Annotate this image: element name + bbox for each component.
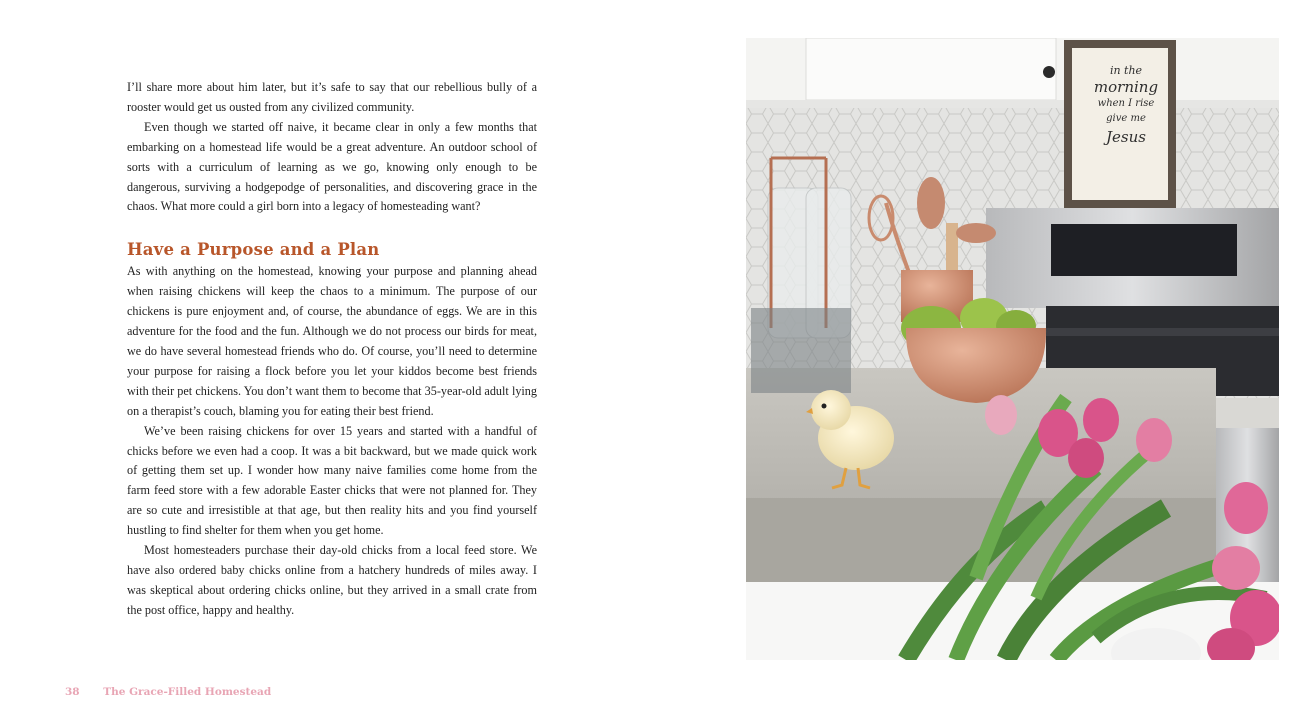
sign-line-5: Jesus xyxy=(1106,128,1146,146)
paragraph-5: Most homesteaders purchase their day-old chicks from a local feed store. We have also ordered baby chicks online from a hatchery hundreds of miles away. I was skeptical about ordering chicks online, but they arrived in a small crate from the post office, happy and healthy. xyxy=(127,543,537,617)
sign-line-2: morning xyxy=(1093,78,1159,96)
paragraph-4: We’ve been raising chickens for over 15 years and started with a handful of chicks before we even had a coop. It was a bit backward, but we made quick work of getting them set up. I wonder how many naive families come home from the farm feed store with a few adorable Easter chicks that were not planned for. They are so cute and irresistible at that age, but then reality hits and you find yourself hustling to find shelter for them when you get home. xyxy=(127,423,537,538)
sign-line-1: in the xyxy=(1109,64,1143,77)
sign-line-4: give me xyxy=(1106,113,1146,124)
running-title: The Grace-Filled Homestead xyxy=(103,686,272,698)
section-heading: Have a Purpose and a Plan xyxy=(127,240,380,260)
wall-sign-text xyxy=(1086,64,1166,148)
kitchen-chick-photo xyxy=(746,38,1279,660)
paragraph-1: I’ll share more about him later, but it’s safe to say that our rebellious bully of a rooster would get us ousted from any civilized community. xyxy=(127,80,537,114)
paragraph-2: Even though we started off naive, it became clear in only a few months that embarking on a homestead life would be a great adventure. An outdoor school of sorts with a curriculum of learning as we go, knowing only enough to be dangerous, surviving a hodgepodge of personalities, and discovering grace in the chaos. What more could a girl born into a legacy of homesteading want? xyxy=(127,119,537,214)
paragraph-3: As with anything on the homestead, knowing your purpose and planning ahead when raising chickens will keep the chaos to a minimum. The purpose of our chickens is pure enjoyment and, of course, the abundance of eggs. We are in this adventure for the food and the fun. Although we do not process our birds for meat, we do have several homestead friends who do. Of course, you’ll need to determine your purpose for raising a flock before you let your kiddos become best friends with their pet chickens. You don’t want them to become that 35-year-old adult lying on a therapist’s couch, blaming you for eating their best friend. xyxy=(127,264,537,418)
page-footer xyxy=(65,686,271,698)
left-page-text xyxy=(127,78,537,621)
sign-line-3: when I rise xyxy=(1097,98,1155,109)
page-number: 38 xyxy=(65,686,80,698)
